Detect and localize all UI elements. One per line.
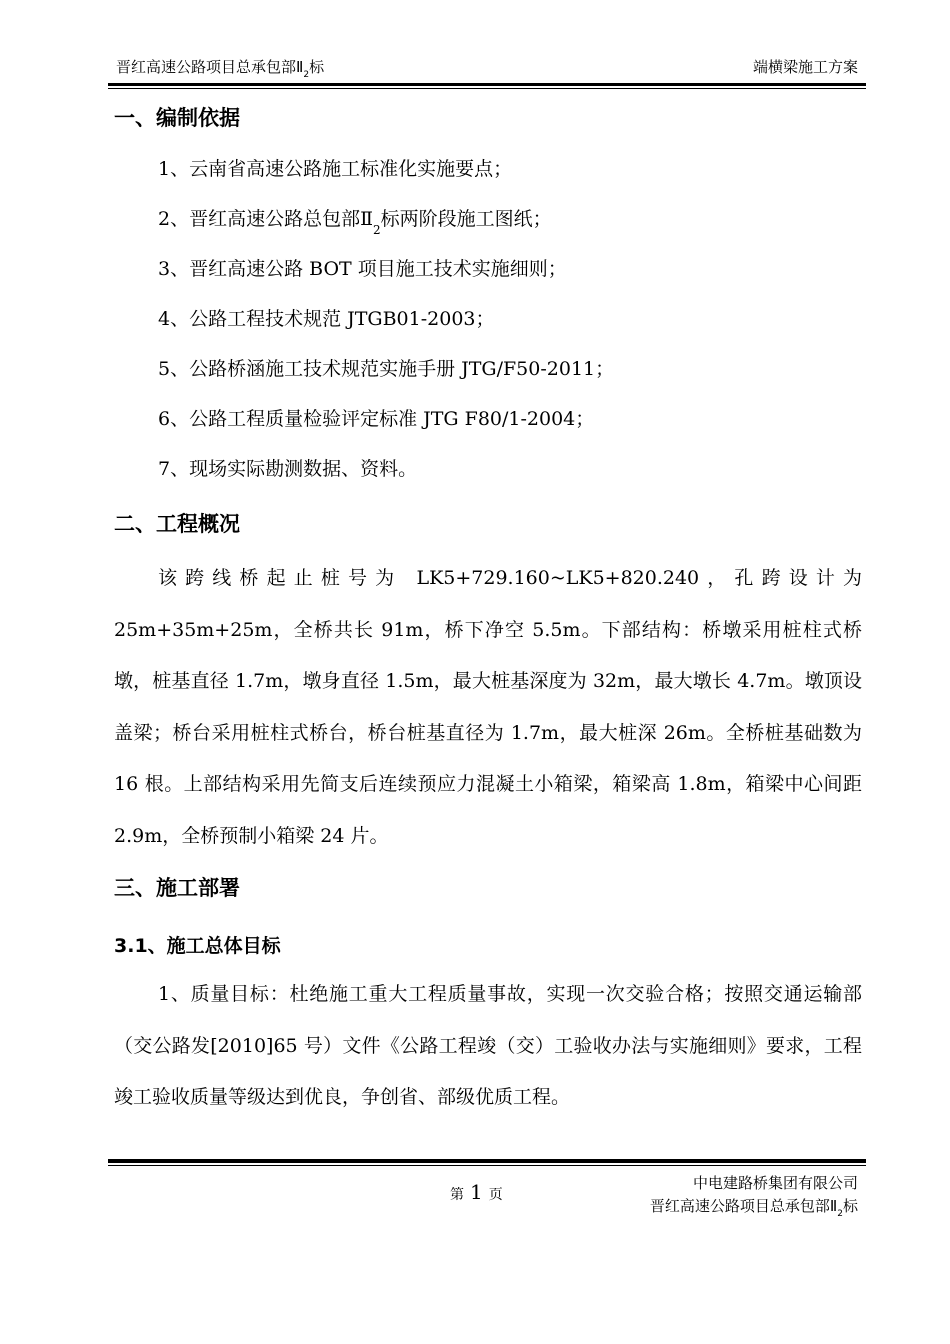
page-number — [450, 1180, 503, 1204]
list-item-text: 2、晋红高速公路总包部Ⅱ — [158, 208, 374, 230]
section-1-title: 一、编制依据 — [114, 106, 240, 130]
footer-department — [650, 1195, 858, 1219]
section-3-title: 三、施工部署 — [114, 876, 240, 900]
header-project-name — [116, 56, 324, 80]
header-project-main: 晋红高速公路项目总承包部Ⅱ — [116, 58, 304, 76]
list-item: 5、公路桥涵施工技术规范实施手册 JTG/F50-2011； — [158, 358, 615, 380]
header-document-title: 端横梁施工方案 — [752, 58, 858, 76]
footer-dept-suffix: 标 — [842, 1197, 858, 1215]
section-2-title: 二、工程概况 — [114, 512, 240, 536]
list-item: 6、公路工程质量检验评定标准 JTG F80/1-2004； — [158, 408, 595, 430]
list-item — [158, 204, 552, 237]
footer-rule-thin — [108, 1165, 866, 1166]
list-item: 4、公路工程技术规范 JTGB01-2003； — [158, 308, 495, 330]
list-item-sub: 2 — [373, 223, 381, 237]
list-item: 7、现场实际勘测数据、资料。 — [158, 458, 418, 480]
list-item: 1、云南省高速公路施工标准化实施要点； — [158, 158, 513, 180]
header-rule-thin — [108, 88, 866, 89]
page-prefix: 第 — [450, 1187, 464, 1203]
list-item-suffix: 标两阶段施工图纸； — [380, 208, 552, 230]
footer-rule-thick — [108, 1159, 866, 1163]
section-2-paragraph: 该跨线桥起止桩号为 LK5+729.160~LK5+820.240，孔跨设计为 25m+35m+25m，全桥共长 91m，桥下净空 5.5m。下部结构：桥墩采用桩柱式桥墩，桩基直径 1.7m，墩身直径 1.5m，最大桩基深度为 32m，最大墩长 4.7m。墩顶设盖梁；桥台采用桩柱式桥台，桥台桩基直径为 1.7m，最大桩深 26m。全桥桩基础数为 16 根。上部结构采用先简支后连续预应力混凝土小箱梁，箱梁高 1.8m，箱梁中心间距 2.9m，全桥预制小箱梁 24 片。 — [114, 567, 862, 847]
section-3-1-title: 3.1、施工总体目标 — [114, 935, 281, 957]
page-number-value: 1 — [470, 1180, 483, 1204]
header-project-suffix: 标 — [309, 58, 325, 76]
list-item: 3、晋红高速公路 BOT 项目施工技术实施细则； — [158, 258, 567, 280]
header-project-sub: 2 — [303, 70, 310, 80]
header-rule-thick — [108, 83, 866, 86]
footer-dept-sub: 2 — [837, 1209, 843, 1219]
footer-dept-main: 晋红高速公路项目总承包部Ⅱ — [649, 1197, 838, 1215]
footer-company: 中电建路桥集团有限公司 — [692, 1174, 858, 1192]
section-3-paragraph: 1、质量目标：杜绝施工重大工程质量事故，实现一次交验合格；按照交通运输部（交公路发[2010]65 号）文件《公路工程竣（交）工验收办法与实施细则》要求，工程竣工验收质量等级达到优良，争创省、部级优质工程。 — [114, 983, 862, 1108]
page-suffix: 页 — [488, 1187, 503, 1203]
